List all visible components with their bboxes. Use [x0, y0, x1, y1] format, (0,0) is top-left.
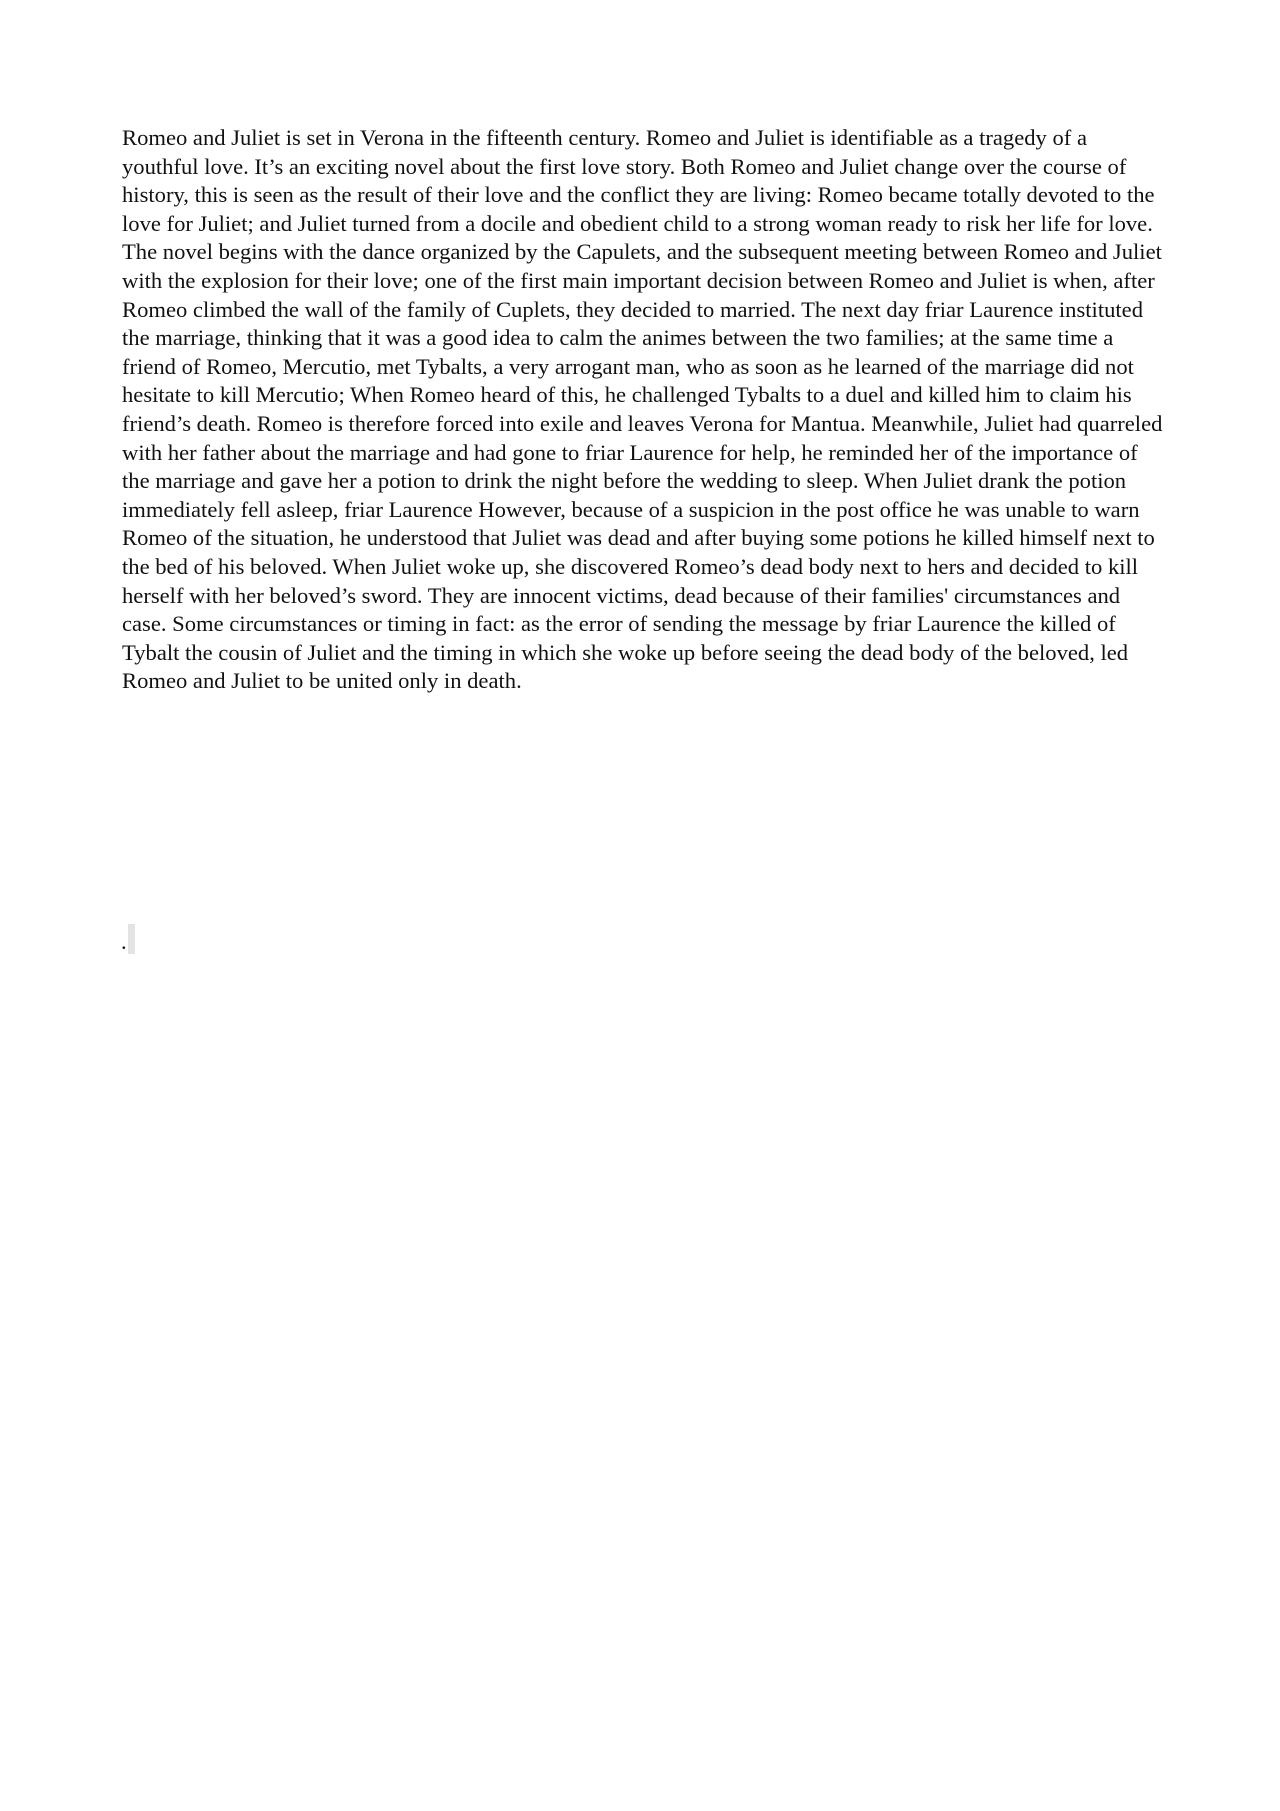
- paragraph-2: The novel begins with the dance organized by the Capulets, and the subsequent meeting between Romeo and Juliet with the explosion for their love; one of the first main important decision between Romeo and Juliet is when, after Romeo climbed the wall of the family of Cuplets, they decided to married. The next day friar Laurence instituted the marriage, thinking that it was a good idea to calm the animes between the two families; at the same time a friend of Romeo, Mercutio, met Tybalts, a very arrogant man, who as soon as he learned of the marriage did not hesitate to kill Mercutio; When Romeo heard of this, he challenged Tybalts to a duel and killed him to claim his friend’s death. Romeo is therefore forced into exile and leaves Verona for Mantua. Meanwhile, Juliet had quarreled with her father about the marriage and had gone to friar Laurence for help, he reminded her of the importance of the marriage and gave her a potion to drink the night before the wedding to sleep. When Juliet drank the potion immediately fell asleep, friar Laurence However, because of a suspicion in the post office he was unable to warn Romeo of the situation, he understood that Juliet was dead and after buying some potions he killed himself next to the bed of his beloved. When Juliet woke up, she discovered Romeo’s dead body next to hers and decided to kill herself with her beloved’s sword. They are innocent victims, dead because of their families' circumstances and case. Some circumstances or timing in fact: as the error of sending the message by friar Laurence the killed of Tybalt the cousin of Juliet and the timing in which she woke up before seeing the dead body of the beloved, led Romeo and Juliet to be united only in death.: [122, 239, 1163, 694]
- paragraph-1: Romeo and Juliet is set in Verona in the fifteenth century. Romeo and Juliet is identifiable as a tragedy of a youthful love. It’s an exciting novel about the first love story. Both Romeo and Juliet change over the course of history, this is seen as the result of their love and the conflict they are living: Romeo became totally devoted to the love for Juliet; and Juliet turned from a docile and obedient child to a strong woman ready to risk her life for love.: [122, 125, 1155, 236]
- trailing-period: .: [121, 929, 127, 954]
- text-cursor-highlight: [128, 924, 135, 954]
- document-body[interactable]: [122, 124, 1167, 696]
